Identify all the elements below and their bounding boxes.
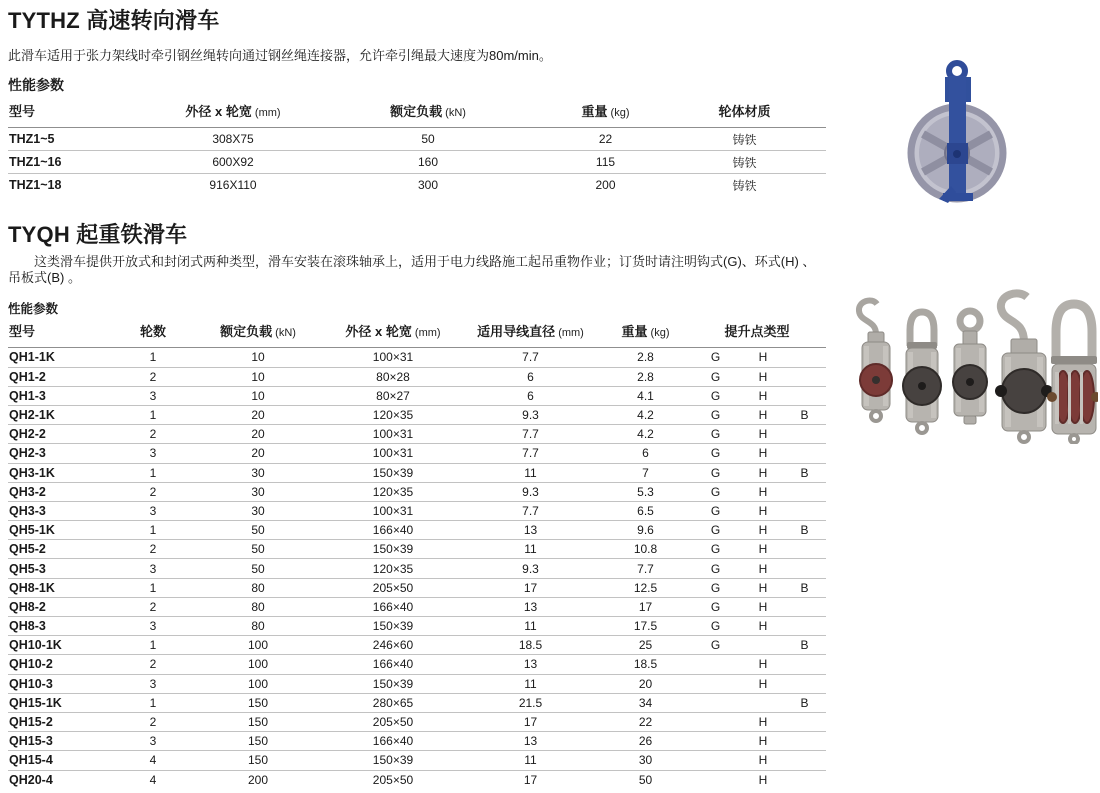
cell-wheels: 3 xyxy=(118,386,188,405)
cell-h: H xyxy=(743,463,783,482)
cell-wheels: 2 xyxy=(118,367,188,386)
cell-b: B xyxy=(783,405,826,424)
cell-g: G xyxy=(688,367,743,386)
cell-g xyxy=(688,712,743,731)
cell-load: 150 xyxy=(188,693,328,712)
cell-weight: 17.5 xyxy=(603,617,688,636)
cell-h: H xyxy=(743,444,783,463)
cell-g xyxy=(688,751,743,770)
cell-g xyxy=(688,732,743,751)
cell-model: THZ1~5 xyxy=(8,128,158,151)
cell-wire: 11 xyxy=(458,463,603,482)
cell-model: QH2-1K xyxy=(8,405,118,424)
section1-description: 此滑车适用于张力架线时牵引钢丝绳转向通过钢丝绳连接器，允许牵引绳最大速度为80m/min。 xyxy=(8,48,552,64)
cell-load: 20 xyxy=(188,405,328,424)
table-row xyxy=(8,712,826,731)
column-header: 适用导线直径 (mm) xyxy=(458,318,603,348)
cell-h: H xyxy=(743,597,783,616)
cell-h: H xyxy=(743,425,783,444)
cell-model: QH5-3 xyxy=(8,559,118,578)
table-row xyxy=(8,482,826,501)
cell-wire: 18.5 xyxy=(458,636,603,655)
cell-wheels: 3 xyxy=(118,617,188,636)
cell-load: 10 xyxy=(188,386,328,405)
cell-load: 30 xyxy=(188,482,328,501)
cell-g: G xyxy=(688,540,743,559)
cell-g xyxy=(688,655,743,674)
cell-model: QH15-2 xyxy=(8,712,118,731)
cell-h xyxy=(743,693,783,712)
cell-load: 80 xyxy=(188,597,328,616)
cell-load: 10 xyxy=(188,367,328,386)
cell-size: 120×35 xyxy=(328,405,458,424)
cell-load: 100 xyxy=(188,636,328,655)
column-header: 型号 xyxy=(8,318,118,348)
cell-wire: 9.3 xyxy=(458,559,603,578)
cell-g: G xyxy=(688,444,743,463)
cell-model: QH8-2 xyxy=(8,597,118,616)
cell-wheels: 1 xyxy=(118,693,188,712)
cell-model: QH10-2 xyxy=(8,655,118,674)
cell-model: QH3-1K xyxy=(8,463,118,482)
section2-description xyxy=(8,254,828,286)
cell-size: 80×28 xyxy=(328,367,458,386)
cell-size: 280×65 xyxy=(328,693,458,712)
cell-h: H xyxy=(743,482,783,501)
section2-description-line1: 这类滑车提供开放式和封闭式两种类型，滑车安装在滚珠轴承上，适用于电力线路施工起吊重物作业；订货时请注明钩式(G)、环式(H) 、 xyxy=(34,254,816,270)
cell-model: QH1-2 xyxy=(8,367,118,386)
cell-load: 20 xyxy=(188,444,328,463)
cell-wheels: 4 xyxy=(118,751,188,770)
cell-wire: 13 xyxy=(458,655,603,674)
cell-wheels: 3 xyxy=(118,732,188,751)
table-row xyxy=(8,405,826,424)
cell-wheels: 3 xyxy=(118,674,188,693)
cell-load: 80 xyxy=(188,578,328,597)
cell-load: 30 xyxy=(188,463,328,482)
cell-b xyxy=(783,674,826,693)
cell-weight: 22 xyxy=(603,712,688,731)
cell-wheels: 1 xyxy=(118,463,188,482)
cell-model: QH5-1K xyxy=(8,521,118,540)
cell-model: QH1-3 xyxy=(8,386,118,405)
cell-b xyxy=(783,732,826,751)
cell-model: QH8-3 xyxy=(8,617,118,636)
cell-wire: 13 xyxy=(458,732,603,751)
cell-b xyxy=(783,501,826,520)
thz-spec-table xyxy=(8,98,826,196)
column-header: 额定负载 (kN) xyxy=(188,318,328,348)
cell-wire: 11 xyxy=(458,674,603,693)
cell-wheels: 1 xyxy=(118,636,188,655)
cell-wire: 17 xyxy=(458,578,603,597)
cell-model: THZ1~18 xyxy=(9,178,62,193)
section-tyqh xyxy=(8,222,828,789)
table-row xyxy=(8,348,826,367)
cell-g: G xyxy=(688,559,743,578)
column-header: 额定负载 (kN) xyxy=(308,98,548,128)
cell-size: 205×50 xyxy=(372,772,414,787)
cell-g: G xyxy=(688,578,743,597)
cell-size: 600X92 xyxy=(158,151,308,174)
cell-h: H xyxy=(743,540,783,559)
cell-wheels: 2 xyxy=(118,540,188,559)
section-tythz xyxy=(8,8,828,196)
cell-weight: 7 xyxy=(603,463,688,482)
cell-wire: 7.7 xyxy=(458,348,603,367)
cell-h: H xyxy=(743,655,783,674)
table-row xyxy=(8,463,826,482)
cell-b xyxy=(783,712,826,731)
cell-model: QH20-4 xyxy=(9,772,53,787)
table-row xyxy=(8,559,826,578)
cell-wheels: 1 xyxy=(118,578,188,597)
cell-wire: 7.7 xyxy=(458,444,603,463)
cell-h: H xyxy=(743,751,783,770)
cell-h: H xyxy=(743,521,783,540)
cell-size: 205×50 xyxy=(328,578,458,597)
cell-load: 50 xyxy=(188,559,328,578)
cell-g: G xyxy=(688,636,743,655)
cell-size: 205×50 xyxy=(328,712,458,731)
table-row xyxy=(8,444,826,463)
cell-b xyxy=(783,770,826,789)
cell-material: 铸铁 xyxy=(663,151,826,174)
table-row xyxy=(8,770,826,789)
cell-wheels: 1 xyxy=(118,405,188,424)
table-row xyxy=(8,751,826,770)
cell-g xyxy=(688,674,743,693)
cell-h: H xyxy=(743,712,783,731)
cell-b xyxy=(783,444,826,463)
column-header: 型号 xyxy=(8,98,158,128)
cell-load: 100 xyxy=(188,655,328,674)
cell-size: 150×39 xyxy=(328,674,458,693)
cell-size: 166×40 xyxy=(328,521,458,540)
cell-material: 铸铁 xyxy=(732,178,757,193)
cell-model: QH2-2 xyxy=(8,425,118,444)
cell-g: G xyxy=(688,348,743,367)
cell-b xyxy=(783,348,826,367)
cell-wheels: 3 xyxy=(118,444,188,463)
column-header: 重量 (kg) xyxy=(548,98,663,128)
cell-weight: 4.2 xyxy=(603,425,688,444)
pulley-shackle-triple xyxy=(1047,304,1098,443)
cell-b xyxy=(783,597,826,616)
cell-load: 50 xyxy=(188,521,328,540)
column-header: 轮数 xyxy=(118,318,188,348)
cell-wire: 21.5 xyxy=(458,693,603,712)
cell-model: THZ1~16 xyxy=(8,151,158,174)
cell-g: G xyxy=(688,386,743,405)
cell-model: QH3-3 xyxy=(8,501,118,520)
cell-weight: 5.3 xyxy=(603,482,688,501)
cell-h: H xyxy=(743,617,783,636)
cell-wheels: 4 xyxy=(149,772,157,787)
cell-b xyxy=(783,425,826,444)
cell-h: H xyxy=(743,559,783,578)
cell-size: 80×27 xyxy=(328,386,458,405)
cell-b xyxy=(783,482,826,501)
table-row xyxy=(8,521,826,540)
cell-size: 150×39 xyxy=(328,617,458,636)
cell-load: 300 xyxy=(417,178,439,193)
cell-g: G xyxy=(688,597,743,616)
cell-weight: 22 xyxy=(548,128,663,151)
cell-wire: 9.3 xyxy=(458,405,603,424)
cell-h: H xyxy=(743,501,783,520)
cell-size: 166×40 xyxy=(328,655,458,674)
cell-g: G xyxy=(688,425,743,444)
table-row xyxy=(8,425,826,444)
cell-b xyxy=(783,751,826,770)
table-row xyxy=(8,386,826,405)
cell-wheels: 1 xyxy=(118,348,188,367)
cell-load: 100 xyxy=(188,674,328,693)
cell-weight: 200 xyxy=(595,178,616,193)
cell-b xyxy=(783,386,826,405)
cell-b: B xyxy=(783,578,826,597)
cell-size: 100×31 xyxy=(328,425,458,444)
column-header: 外径 x 轮宽 (mm) xyxy=(158,98,308,128)
cell-g xyxy=(688,693,743,712)
section1-title: TYTHZ 高速转向滑车 xyxy=(8,8,220,33)
table-row xyxy=(8,597,826,616)
cell-b: B xyxy=(783,636,826,655)
cell-weight: 30 xyxy=(603,751,688,770)
lifting-pulleys-photo xyxy=(846,284,1098,444)
steering-pulley-image xyxy=(903,58,1015,206)
cell-b: B xyxy=(783,463,826,482)
cell-model: QH15-1K xyxy=(8,693,118,712)
cell-wheels: 3 xyxy=(118,559,188,578)
cell-size: 120×35 xyxy=(328,559,458,578)
cell-wire: 17 xyxy=(458,712,603,731)
table-row xyxy=(8,617,826,636)
cell-load: 10 xyxy=(188,348,328,367)
lifting-pulleys-image xyxy=(846,284,1098,444)
cell-weight: 6 xyxy=(603,444,688,463)
column-header: 轮体材质 xyxy=(663,98,826,128)
cell-size: 150×39 xyxy=(328,751,458,770)
table-row xyxy=(8,732,826,751)
cell-weight: 25 xyxy=(603,636,688,655)
cell-b xyxy=(783,617,826,636)
cell-weight: 4.1 xyxy=(603,386,688,405)
cell-wire: 7.7 xyxy=(458,501,603,520)
cell-weight: 10.8 xyxy=(603,540,688,559)
section2-title: TYQH 起重铁滑车 xyxy=(8,222,188,247)
cell-model: QH10-1K xyxy=(8,636,118,655)
cell-g: G xyxy=(688,501,743,520)
cell-load: 160 xyxy=(308,151,548,174)
pulley-hook-single xyxy=(859,300,892,421)
cell-g: G xyxy=(688,405,743,424)
cell-g: G xyxy=(688,482,743,501)
qh-table-header-row xyxy=(8,318,826,348)
table-row xyxy=(8,540,826,559)
qh-spec-table xyxy=(8,318,826,788)
cell-model: QH8-1K xyxy=(8,578,118,597)
cell-wheels: 1 xyxy=(118,521,188,540)
cell-wire: 7.7 xyxy=(458,425,603,444)
cell-g: G xyxy=(688,463,743,482)
cell-size: 308X75 xyxy=(158,128,308,151)
cell-size: 246×60 xyxy=(328,636,458,655)
cell-model: QH10-3 xyxy=(8,674,118,693)
cell-material: 铸铁 xyxy=(663,128,826,151)
cell-wire: 11 xyxy=(458,540,603,559)
cell-weight: 17 xyxy=(603,597,688,616)
table-row xyxy=(8,501,826,520)
cell-weight: 6.5 xyxy=(603,501,688,520)
section1-params-heading: 性能参数 xyxy=(8,77,64,94)
cell-wire: 13 xyxy=(458,521,603,540)
cell-load: 50 xyxy=(188,540,328,559)
cell-model: QH5-2 xyxy=(8,540,118,559)
cell-size: 150×39 xyxy=(328,463,458,482)
cell-wire: 13 xyxy=(458,597,603,616)
table-row xyxy=(8,693,826,712)
cell-size: 100×31 xyxy=(328,348,458,367)
cell-weight: 20 xyxy=(603,674,688,693)
cell-load: 150 xyxy=(188,751,328,770)
cell-load: 200 xyxy=(247,772,269,787)
cell-wire: 17 xyxy=(523,772,538,787)
cell-wire: 11 xyxy=(458,751,603,770)
table-row xyxy=(8,128,826,151)
cell-g: G xyxy=(688,521,743,540)
cell-size: 100×31 xyxy=(328,501,458,520)
section2-description-line2: 吊板式(B) 。 xyxy=(8,270,81,286)
cell-h xyxy=(743,636,783,655)
cell-load: 20 xyxy=(188,425,328,444)
thz-table-header-row xyxy=(8,98,826,128)
table-row xyxy=(8,655,826,674)
cell-h: H xyxy=(743,578,783,597)
table-row xyxy=(8,174,826,197)
cell-h: H xyxy=(743,367,783,386)
cell-wire: 9.3 xyxy=(458,482,603,501)
cell-load: 30 xyxy=(188,501,328,520)
cell-wheels: 2 xyxy=(118,712,188,731)
cell-model: QH15-3 xyxy=(8,732,118,751)
cell-h: H xyxy=(743,386,783,405)
column-header: 外径 x 轮宽 (mm) xyxy=(328,318,458,348)
cell-weight: 7.7 xyxy=(603,559,688,578)
cell-load: 80 xyxy=(188,617,328,636)
cell-g xyxy=(688,770,743,789)
cell-h: H xyxy=(743,348,783,367)
cell-size: 916X110 xyxy=(209,178,257,193)
cell-model: QH1-1K xyxy=(8,348,118,367)
cell-wheels: 2 xyxy=(118,597,188,616)
cell-load: 150 xyxy=(188,732,328,751)
cell-b: B xyxy=(783,693,826,712)
cell-weight: 9.6 xyxy=(603,521,688,540)
cell-wheels: 2 xyxy=(118,655,188,674)
cell-size: 166×40 xyxy=(328,597,458,616)
cell-b: B xyxy=(783,521,826,540)
cell-g: G xyxy=(688,617,743,636)
cell-load: 50 xyxy=(308,128,548,151)
pulley-ring-single xyxy=(953,311,987,424)
cell-weight: 2.8 xyxy=(603,367,688,386)
table-row xyxy=(8,636,826,655)
cell-h: H xyxy=(743,732,783,751)
cell-wire: 6 xyxy=(458,367,603,386)
cell-size: 166×40 xyxy=(328,732,458,751)
column-header: 提升点类型 xyxy=(688,318,826,348)
table-row xyxy=(8,578,826,597)
cell-h: H xyxy=(743,674,783,693)
table-row xyxy=(8,367,826,386)
cell-weight: 34 xyxy=(603,693,688,712)
cell-weight: 18.5 xyxy=(603,655,688,674)
steering-pulley-photo xyxy=(903,58,1015,206)
cell-b xyxy=(783,559,826,578)
cell-weight: 12.5 xyxy=(603,578,688,597)
cell-size: 120×35 xyxy=(328,482,458,501)
cell-b xyxy=(783,655,826,674)
cell-wheels: 2 xyxy=(118,482,188,501)
cell-size: 150×39 xyxy=(328,540,458,559)
cell-wire: 11 xyxy=(458,617,603,636)
column-header: 重量 (kg) xyxy=(603,318,688,348)
cell-weight: 50 xyxy=(638,772,653,787)
cell-h: H xyxy=(758,772,768,787)
cell-b xyxy=(783,367,826,386)
table-row xyxy=(8,674,826,693)
cell-h: H xyxy=(743,405,783,424)
cell-weight: 2.8 xyxy=(603,348,688,367)
cell-load: 150 xyxy=(188,712,328,731)
pulley-shackle-single xyxy=(903,312,941,433)
section2-params-heading: 性能参数 xyxy=(8,302,59,317)
cell-weight: 115 xyxy=(548,151,663,174)
cell-size: 100×31 xyxy=(328,444,458,463)
pulley-hook-double xyxy=(995,293,1053,442)
cell-wheels: 2 xyxy=(118,425,188,444)
cell-b xyxy=(783,540,826,559)
cell-weight: 4.2 xyxy=(603,405,688,424)
cell-model: QH3-2 xyxy=(8,482,118,501)
cell-wheels: 3 xyxy=(118,501,188,520)
cell-model: QH2-3 xyxy=(8,444,118,463)
cell-wire: 6 xyxy=(458,386,603,405)
cell-weight: 26 xyxy=(603,732,688,751)
cell-model: QH15-4 xyxy=(8,751,118,770)
table-row xyxy=(8,151,826,174)
